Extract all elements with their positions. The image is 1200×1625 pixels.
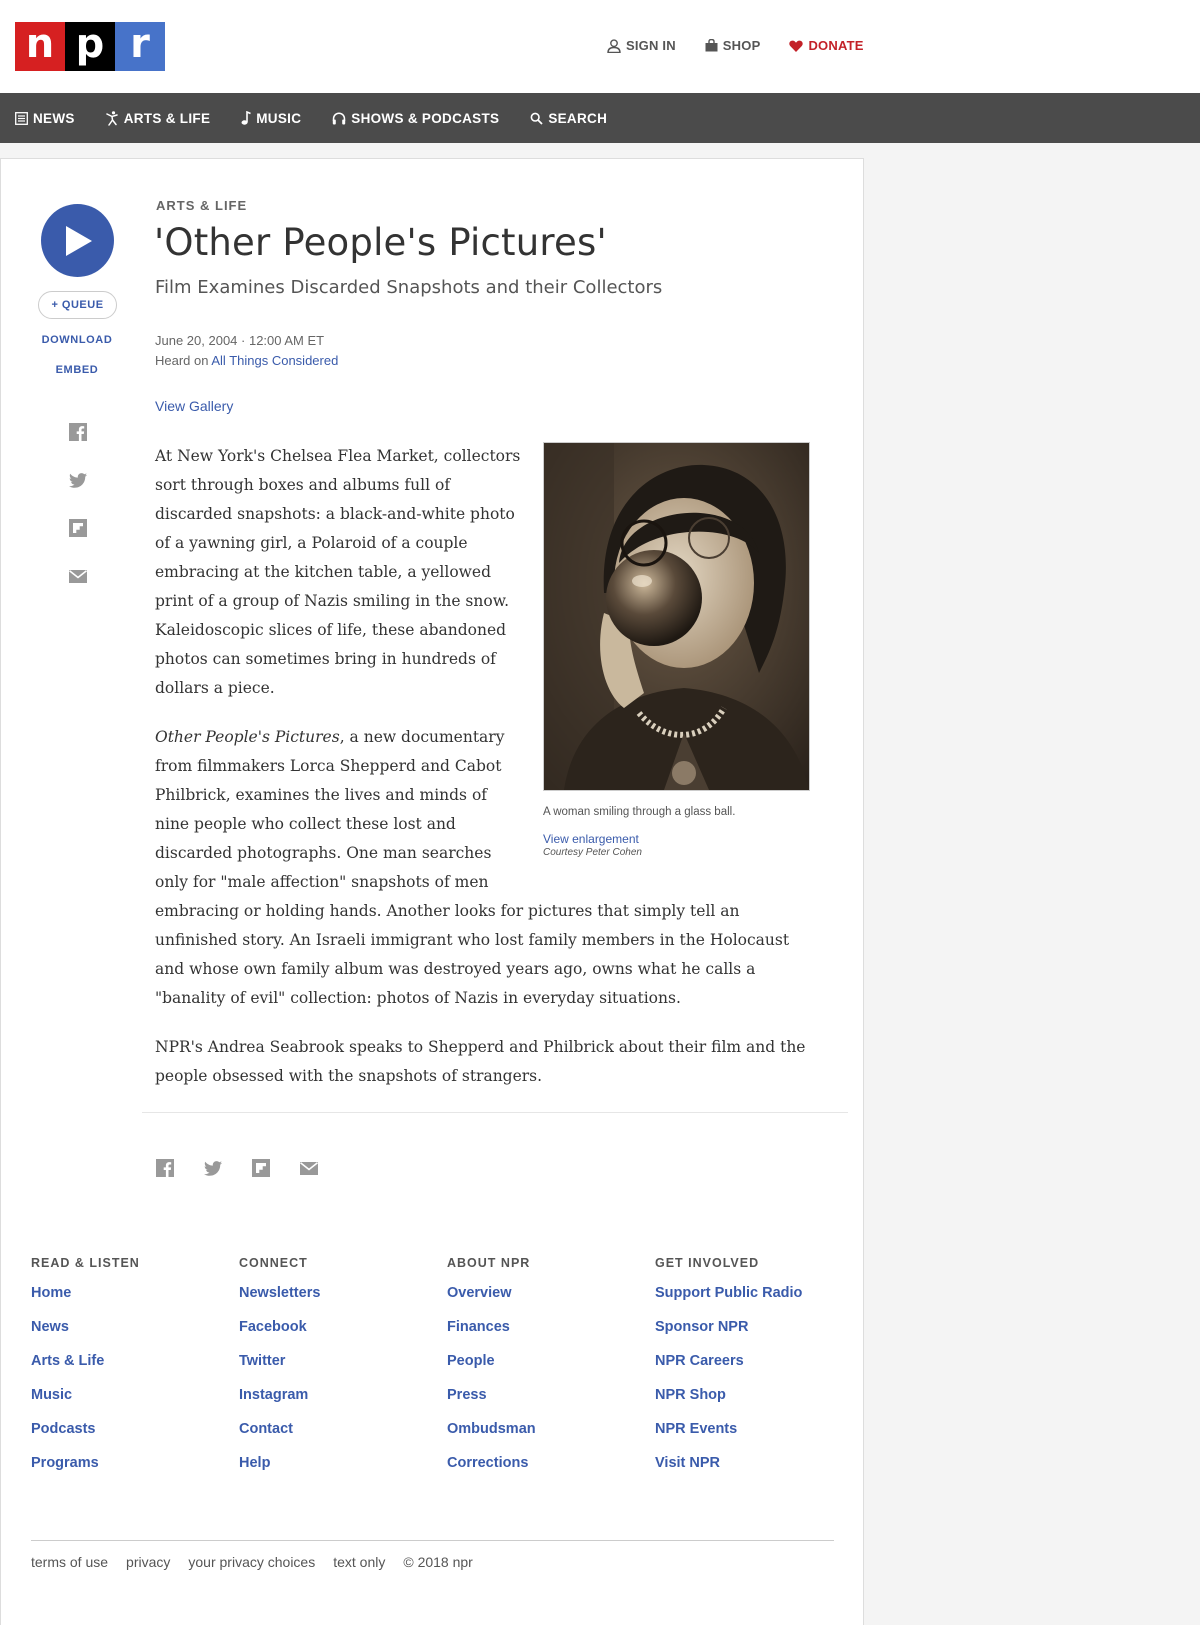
footer-link-people[interactable]: People bbox=[447, 1353, 495, 1369]
logo-letter-r: r bbox=[115, 22, 165, 71]
photo-credit: Courtesy Peter Cohen bbox=[543, 847, 642, 858]
share-divider bbox=[142, 1112, 848, 1113]
footer-link-newsletters[interactable]: Newsletters bbox=[239, 1285, 321, 1301]
email-icon[interactable] bbox=[68, 566, 88, 586]
user-icon bbox=[607, 39, 621, 53]
bottom-share-row bbox=[155, 1158, 347, 1178]
story-body bbox=[155, 442, 810, 1111]
search-icon bbox=[530, 112, 543, 125]
footer-col-get-involved bbox=[655, 1256, 802, 1489]
article-slug[interactable]: ARTS & LIFE bbox=[156, 198, 248, 213]
heard-on-prefix: Heard on bbox=[155, 353, 212, 368]
donate-link[interactable] bbox=[789, 38, 863, 53]
flipboard-icon[interactable] bbox=[251, 1158, 271, 1178]
footer-heading: ABOUT NPR bbox=[447, 1256, 531, 1270]
music-note-icon bbox=[241, 111, 251, 125]
nav-news[interactable] bbox=[15, 111, 75, 126]
footer-link-instagram[interactable]: Instagram bbox=[239, 1387, 309, 1403]
footer-link-events[interactable]: NPR Events bbox=[655, 1421, 738, 1437]
queue-button[interactable]: + QUEUE bbox=[38, 291, 117, 319]
footer-link-music[interactable]: Music bbox=[31, 1387, 73, 1403]
footer-link-sponsor[interactable]: Sponsor NPR bbox=[655, 1319, 749, 1335]
footer-link-corrections[interactable]: Corrections bbox=[447, 1455, 529, 1471]
article-subtitle: Film Examines Discarded Snapshots and their Collectors bbox=[155, 277, 663, 298]
download-link[interactable]: DOWNLOAD bbox=[41, 334, 113, 346]
photo-caption: A woman smiling through a glass ball. bbox=[543, 806, 736, 818]
footer-link-finances[interactable]: Finances bbox=[447, 1319, 510, 1335]
footer-rule bbox=[31, 1540, 834, 1541]
footer-link-support[interactable]: Support Public Radio bbox=[655, 1285, 803, 1301]
footer-link-facebook[interactable]: Facebook bbox=[239, 1319, 307, 1335]
footer-link-press[interactable]: Press bbox=[447, 1387, 487, 1403]
legal-links bbox=[31, 1554, 473, 1570]
sign-in-label: SIGN IN bbox=[626, 38, 676, 53]
shop-label: SHOP bbox=[722, 38, 761, 53]
story-paragraph-3: NPR's Andrea Seabrook speaks to Shepperd and Philbrick about their film and the people obsessed with the snapshots of strangers. bbox=[155, 1038, 806, 1085]
headphones-icon bbox=[332, 112, 346, 125]
npr-logo[interactable] bbox=[15, 22, 165, 71]
heart-icon bbox=[789, 40, 803, 52]
footer-link-ombudsman[interactable]: Ombudsman bbox=[447, 1421, 536, 1437]
privacy-link[interactable]: privacy bbox=[126, 1554, 171, 1570]
twitter-icon[interactable] bbox=[68, 470, 88, 490]
top-header bbox=[0, 0, 1200, 93]
story-figure bbox=[543, 442, 810, 860]
flipboard-icon[interactable] bbox=[68, 518, 88, 538]
footer-col-read-listen bbox=[31, 1256, 140, 1489]
footer-link-shop[interactable]: NPR Shop bbox=[655, 1387, 726, 1403]
nav-search[interactable] bbox=[530, 111, 607, 126]
nav-shows-podcasts[interactable] bbox=[332, 111, 499, 126]
logo-letter-n: n bbox=[15, 22, 65, 71]
play-button[interactable] bbox=[41, 204, 114, 277]
sign-in-link[interactable] bbox=[607, 38, 676, 53]
shopping-bag-icon bbox=[705, 39, 718, 52]
footer-link-twitter[interactable]: Twitter bbox=[239, 1353, 286, 1369]
nav-arts-life[interactable] bbox=[106, 111, 211, 126]
footer-link-podcasts[interactable]: Podcasts bbox=[31, 1421, 96, 1437]
footer-link-news[interactable]: News bbox=[31, 1319, 69, 1335]
privacy-choices-link[interactable]: your privacy choices bbox=[188, 1554, 316, 1570]
facebook-icon[interactable] bbox=[68, 422, 88, 442]
text-only-link[interactable]: text only bbox=[333, 1554, 386, 1570]
email-icon[interactable] bbox=[299, 1158, 319, 1178]
heard-on bbox=[155, 351, 338, 371]
logo-letter-p: p bbox=[65, 22, 115, 71]
story-paragraph-2-text: , a new documentary from filmmakers Lorca Shepperd and Cabot Philbrick, examines the lives and minds of nine people who collect these lost and discarded photographs. One man searches only for "male affection" snapshots of men embracing or holding hands. Another looks for pictures that simply tell an unfinished story. An Israeli immigrant who lost family members in the Holocaust and whose own family album was destroyed years ago, owns what he calls a "banality of evil" collection: photos of Nazis in everyday situations. bbox=[155, 728, 790, 1007]
footer-link-programs[interactable]: Programs bbox=[31, 1455, 99, 1471]
woman-glass-ball-photo[interactable] bbox=[543, 442, 810, 791]
dancer-icon bbox=[106, 111, 119, 126]
footer-heading: READ & LISTEN bbox=[31, 1256, 140, 1270]
view-gallery-link[interactable]: View Gallery bbox=[155, 398, 234, 414]
film-title: Other People's Pictures bbox=[155, 728, 340, 746]
nav-shows-podcasts-label: SHOWS & PODCASTS bbox=[351, 110, 500, 126]
footer-link-contact[interactable]: Contact bbox=[239, 1421, 293, 1437]
nav-news-label: NEWS bbox=[33, 110, 75, 126]
newspaper-icon bbox=[15, 112, 28, 125]
program-link[interactable]: All Things Considered bbox=[211, 353, 339, 368]
account-links bbox=[607, 38, 864, 53]
footer-heading: GET INVOLVED bbox=[655, 1256, 760, 1270]
story-paragraph-1: At New York's Chelsea Flea Market, collectors sort through boxes and albums full of discarded snapshots: a black-and-white photo of a yawning girl, a Polaroid of a couple embracing at the kitchen table, a yellowed print of a group of Nazis smiling in the snow. Kaleidoscopic slices of life, these abandoned photos can sometimes bring in hundreds of dollars a piece. bbox=[155, 447, 521, 697]
article-dateline bbox=[155, 331, 338, 371]
main-nav bbox=[0, 93, 1200, 143]
footer-heading: CONNECT bbox=[239, 1256, 308, 1270]
nav-arts-life-label: ARTS & LIFE bbox=[123, 110, 211, 126]
footer-link-home[interactable]: Home bbox=[31, 1285, 72, 1301]
twitter-icon[interactable] bbox=[203, 1158, 223, 1178]
footer-link-help[interactable]: Help bbox=[239, 1455, 271, 1471]
footer-col-about bbox=[447, 1256, 536, 1489]
nav-music-label: MUSIC bbox=[256, 110, 302, 126]
shop-link[interactable] bbox=[705, 38, 761, 53]
footer-col-connect bbox=[239, 1256, 320, 1489]
footer-link-visit[interactable]: Visit NPR bbox=[655, 1455, 721, 1471]
facebook-icon[interactable] bbox=[155, 1158, 175, 1178]
nav-search-label: SEARCH bbox=[548, 110, 608, 126]
article-title: 'Other People's Pictures' bbox=[154, 221, 607, 264]
terms-link[interactable]: terms of use bbox=[31, 1554, 109, 1570]
footer-link-overview[interactable]: Overview bbox=[447, 1285, 512, 1301]
copyright: © 2018 npr bbox=[403, 1554, 473, 1570]
view-enlargement-link[interactable]: View enlargement bbox=[543, 832, 639, 846]
play-icon bbox=[63, 225, 93, 257]
footer-link-careers[interactable]: NPR Careers bbox=[655, 1353, 744, 1369]
footer-link-arts-life[interactable]: Arts & Life bbox=[31, 1353, 105, 1369]
nav-music[interactable] bbox=[241, 111, 301, 126]
article-date: June 20, 2004 · 12:00 AM ET bbox=[155, 333, 325, 348]
donate-label: DONATE bbox=[808, 38, 864, 53]
embed-link[interactable]: EMBED bbox=[55, 364, 99, 376]
